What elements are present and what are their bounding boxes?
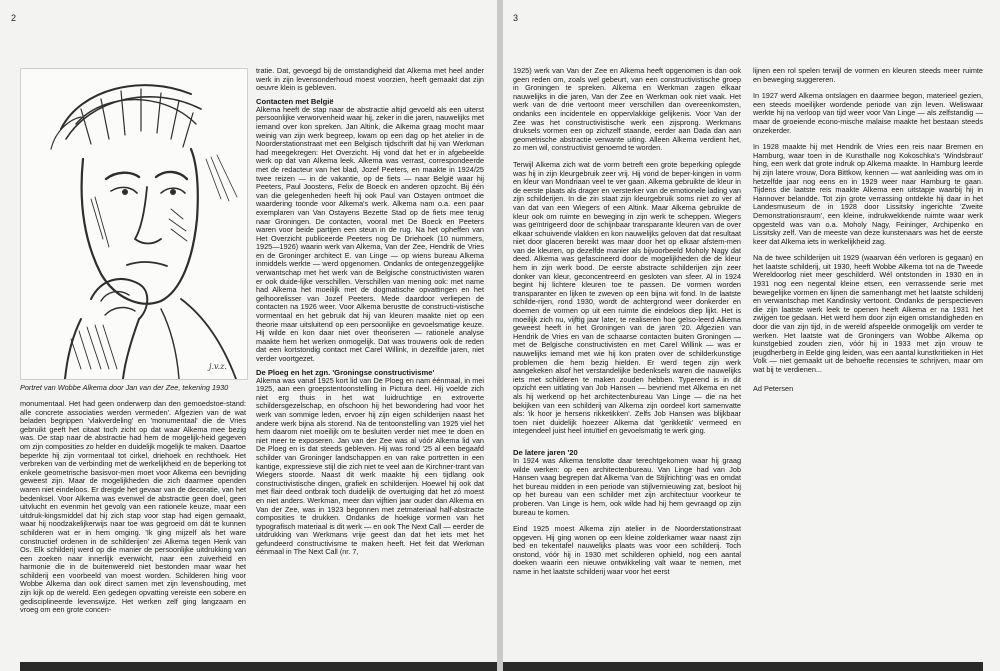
body-paragraph: Terwijl Alkema zich wat de vorm betreft een grote beperking oplegde was hij in zijn kleurgebruik zeer vrij. Hij vond de beper-kingen in vorm en kleur van Mondriaan veel te ver gaan. Alkema gebruikte de kleur in de eerste plaats als drager en versterker van de emotionele lading van zijn schilderijen. In die zin staat zijn kleurgebruik soms niet zo ver af van dat van een Wiegers of een Altink. Maar Alkema gebruikte de kleur ook om ruimte en beweging in zijn werk te scheppen. Wiegers was geïntrigeerd door de schijnbaar transparante kleuren van de over elkaar schuivende vlakken en kon nauwelijks geloven dat dat resultaat niet door glaceren bereikt was maar door het op elkaar afstem-men van de kleuren, op dezelfde manier als bijvoorbeeld Moholy Nagy dat deed. Alkema was gefascineerd door de mogelijkheden die de kleur hem in zijn werk bood. De eerste abstracte schilderijen zijn zeer donker van kleur, geconcentreerd en gesloten van sfeer. Al in 1924 begint hij lichtere kleuren toe te passen. De vormen worden transparanter en lijken te zweven op een bijna wit fond. In de laatste schilde-rijen, rond 1930, wordt de achtergrond weer donkerder en doemen de vormen op uit een ruimte die eindeloos diep lijkt. Het is moeilijk zich nu, vijftig jaar later, te realiseren hoe geïso-leerd Alkema geweest heeft in het Groningen van de jaren '20. Afgezien van Hendrik de Vries en van de schaarse contacten buiten Groningen — met de Belgische constructivisten en met Carel Willink — was er nauwelijks iemand met wie hij kon praten over de schilderkunstige problemen die hem bezig hielden. Er werd tegen zijn werk aangekeken alsof het verstandelijke bedenksels waren die nauwelijks iets met schilderen te maken zouden hebben. Typerend is in dit opzicht een uitlating van Job Hansen — bevriend met Alkema en net als hij werkend op het architectenbureau Van Linge — die na het bekijken van een schilderij van Alkema zijn oordeel kort samenvatte als: 'ik hoor je hersens rikketikken'. Zelfs Job Hansen was blijkbaar toen niet duidelijk hoezeer Alkema dat 'gerikketik' vermeed en integendeel juist heel intuïtief en gevoelsmatig te werk ging.: [513, 159, 741, 436]
left-page: [0, 0, 497, 671]
page-number: 3: [513, 13, 519, 23]
footer-bar: [503, 662, 983, 671]
right-column-1: [513, 67, 741, 577]
page-number: 2: [11, 13, 17, 23]
author-signature: Ad Petersen: [753, 383, 794, 393]
footer-bar: [20, 662, 497, 671]
body-paragraph: Alkema heeft de stap naar de abstractie altijd gevoeld als een uiterst persoonlijke verworvenheid waar hij, zeker in die jaren, nauwelijks met iemand over kon spreken. Jan Altink, die Alkema graag mocht maar weinig van zijn werk begreep, kwam op een dag op het atelier in de Noorderstationstraat met een Belgisch tijdschrift dat hij van Werkman had meegekregen: Het Overzicht. Hij vond dat het er in afgebeelde werk op dat van Alkema leek. Alkema was verrast, correspondeerde met de redacteur van het blad, Jozef Peeters, en maakte in 1924/25 twee reizen — in de vakantie, op de fiets — naar België waar hij Peeters, Paul Joostens, Felix de Boeck en anderen opzocht. Bij één van die gelegenheden heeft hij ook Paul van Ostayen ontmoet die waardering toonde voor Alkema's werk. Alkema nam o.a. een paar exemplaren van Van Ostayens Bezette Stad op de fiets mee terug naar Groningen. De contacten, vooral met De Boeck en Peeters waren voor beide partijen een steun in de rug. Na het opheffen van Het Overzicht publiceerde Peeters nog De Driehoek (10 nummers, 1925—1926) waarin werk van Alkema, Van der Zee, Hendrik de Vries en de Groninger architect E. van Linge — op wiens bureau Alkema inmiddels werkte — werd opgenomen. Ondanks de ontegenzeggelijke verwantschap met het werk van de Belgische constructivisten waren er ook duide-lijke verschillen. Verschillen van mening ook: met name had Alkema het moeilijk met de dogmatische opvattingen en het gelhoorelisser van Jozef Peeters. Mede daardoor verliepen de contacten na 1926 weer. Voor Alkema berustte de constructi-vistische vormentaal en het gebruik dat hij van kleuren maakte niet op een theorie maar uitsluitend op een persoonlijke en gevoelsmatige keuze. Hij wilde en kon daar niet over theoriseren — rationele analyse maakte hem het werken onmogelijk. Dat was trouwens ook de reden dat een kortstondig contact met Carel Willink, in dezelfde jaren, niet verder voortgezet.: [256, 104, 484, 363]
section-heading: Contacten met België: [256, 96, 334, 106]
portrait-caption: Portret van Wobbe Alkema door Jan van der Zee, tekening 1930: [20, 383, 229, 392]
portrait-drawing: [20, 68, 248, 380]
body-paragraph: 1925) werk van Van der Zee en Alkema heeft opgenomen is dan ook geen reden om, zoals wel gebeurt, van een constructivistische groep in Groningen te spreken. Alkema en Werkman zagen elkaar nauwelijks in die jaren, Van der Zee en Werkman ook niet vaak. Het werk van de drie vertoont meer verschillen dan overeenkomsten, ondanks een incidentele en oppervlakkige gelijkenis. Voor Van der Zee was het constructivistische werk een zijsprong. Werkmans druksels vormen een op zichzelf staande, eerder aan Dada dan aan geometrische abstractie verwante uiting. Alleen Alkema verdient het, zo men wil, constructivist genoemd te worden.: [513, 66, 741, 153]
svg-text:j.v.z.: j.v.z.: [209, 362, 227, 371]
body-paragraph: In 1927 werd Alkema ontslagen en daarmee begon, materieel gezien, een steeds moeilijker wordende periode van zijn leven. Weliswaar werkte hij na verloop van tijd weer voor Van Linge — als zelfstandig — maar de groeiende econo-mische malaise maakte het bestaan steeds onzekerder.: [753, 91, 983, 135]
body-paragraph: lijnen een rol spelen terwijl de vormen en kleuren steeds meer ruimte en beweging suggereren.: [753, 66, 983, 84]
section-heading: De latere jaren '20: [513, 447, 578, 457]
body-paragraph: Alkema was vanaf 1925 kort lid van De Ploeg en nam éénmaal, in mei 1925, aan een groepstentoonstelling in Pictura deel. Hij voelde zich niet erg thuis in het wat luidruchtige en extroverte schildersgezelschap, en ofschoon hij het bewondering had voor het werk van sommige leden, ervoer hij zijn eigen schilderijen naast het andere werk bijna als storend. Na de tentoonstelling van 1925 viel het hem daarom niet moeilijk om te besluiten verder niet mee te doen en niet meer te exposeren. Jan van der Zee was al vóór Alkema lid van De Ploeg en is dat steeds gebleven. Hij was rond '25 al een begaafd schilder van Groninger landschappen en van rake portretten in een kantige, expressieve stijl die zich niet te veel aan de Kirchner-trant van Wiegers stoorde. Naast dit werk maakte hij een tijdlang ook constructivistische dingen, grafiek en schilderijen. Hoewel hij ook dat met flair deed ontbrak toch duidelijk de overtuiging dat het zó moest en niet anders. Werkman, meer dan vijftien jaar ouder dan Alkema en Van der Zee, was in 1923 begonnen met zetmateriaal half-abstracte composities te drukken. Ondanks de hoekige vormen van het typografisch materiaal is dit werk — en ook The Next Call — eerder de uitdrukking van Werkmans vrije geest dan dat het iets met het gefundeerd constructivisme te maken heeft. Het feit dat Werkman éénmaal in The Next Call (nr. 7,: [256, 375, 484, 557]
body-paragraph: In 1928 maakte hij met Hendrik de Vries een reis naar Bremen en Hamburg, waar toen in de Kunsthalle nog Kokoschka's 'Windsbraut' hing, een werk dat grote indruk op Alkema maakte. In Hamburg leerde hij zijn latere vrouw, Dora Bittkow, kennen — wat aanleiding was om in hetzelfde jaar nog eens en in 1929 weer naar Hamburg te gaan. Tijdens die laatste reis maakte Alkema een uitstapje waarbij hij in Hannover belandde. Tot zijn grote verrassing ontdekte hij daar in het Landesmuseum de in 1928 door Lissitsky ingerichte 'Zweite Demonstrationsraum', een kleine, indrukwekkende ruimte waar werk opgesteld was van o.a. Moholy Nagy, Feininger, Archipenko en Lissitsky zelf. Van de meeste van deze kunstenaars was het de eerste keer dat Alkema iets in werkelijkheid zag.: [753, 142, 983, 246]
body-paragraph: In 1924 was Alkema tenslotte daar terechtgekomen waar hij graag wilde werken: op een architectenbureau. Van Linge had van Job Hansen vaag begrepen dat Alkema 'van de Stijlrichting' was en omdat het bureau midden in een periode van stijlvernieuwing zat, besloot hij op het bureau van een schilder met zijn architectuur voorkeur te proberen. Van Linge is hem, ook wilde had hij hem gevraagd op zijn bureau te komen.: [513, 455, 741, 517]
body-paragraph: monumentaal. Het had geen onderwerp dan den gemoedstoe-stand: alle concrete associaties werden vermeden'. Afgezien van de wat beladen begrippen 'vlakverdeling' en 'monumentaal' die de Vries gebruikt geeft het citaat toch zicht op dat waar Alkema mee bezig was. De stap naar de abstractie had hem de mogelijk-heid gegeven om zijn composities zo helder en duidelijk mogelijk te maken. Daartoe beperkte hij zijn vormentaal tot cirkel, driehoek en rechthoek. Het verbreken van de verbinding met de werkelijkheid en de beperking tot enkele geometrische basisvor-men moet voor Alkema een bevrijding geweest zijn. Maar de mogelijkheden die zich daarmee openden waren niet eindeloos. Er dreigde het gevaar van de decoratie, van het bedenksel. Voor Alkema was evenwel de abstractie geen doel, geen uitvlucht en evenmin het gevolg van een rationele keuze, maar een uitdruk-kingsmiddel dat hij zich stap voor stap had eigen gemaakt, waar hij noodzakelijkerwijs naar toe was gegroeid om dát te kunnen schilderen wat er in hem omging. 'Ik ging mijzelf als het ware constructief ordenen in de schilderijen' zei Alkema tegen Henk van Os. Elk schilderij werd op die manier de persoonlijke uitdrukking van een zoeken naar innerlijk evenwicht, naar een zuiverheid en harmonie die in de buitenwereld niet bestonden maar waar het schilderij een voorbeeld van moest worden. Schilderen hing voor Wobbe Alkema dan ook direct samen met zijn levenshouding, met zijn kijk op de wereld. Een gedegen opvatting vereiste een sobere en gedisciplineerde levenswijze. Het werken zelf ging langzaam en vroeg om een grote concen-: [20, 399, 246, 615]
right-column-2: [753, 67, 983, 393]
body-paragraph: Eind 1925 moest Alkema zijn atelier in de Noorderstationstraat opgeven. Hij ging wonen op een kleine zolderkamer waar naast zijn bed en tekentafel nauwelijks plaats was voor een schilderij. Toch onstond, vóór hij in 1930 met schilderen ophield, nog een aantal doeken waarin een nieuwe ontwikkeling valt waar te nemen, met name in het laatste schilderij waar voor het eerst: [513, 524, 741, 577]
right-page: [503, 0, 1000, 671]
body-paragraph: tratie. Dat, gevoegd bij de omstandigheid dat Alkema met heel ander werk in zijn levensonderhoud moest voorzien, heeft gemaakt dat zijn oeuvre klein is gebleven.: [256, 66, 484, 93]
section-heading: De Ploeg en het zgn. 'Groningse constructivisme': [256, 367, 435, 377]
left-column-1: [20, 400, 246, 615]
body-paragraph: Na de twee schilderijen uit 1929 (waarvan één verloren is gegaan) en het laatste schilderij, uit 1930, heeft Wobbe Alkema tot na de Tweede Wereldoorlog niet meer geschilderd. Wél ontstonden in 1930 en in 1931 nog een negental kleine etsen, een verrassende serie met bewegelijke vormen en lijnen die samenhangt met het laatste schilderij en verwantschap met Kandinsky vertoont. Ondanks de perspectieven die zijn laatste werk leek te openen heeft Alkema er na 1931 het zwijgen toe gedaan. Het werd hem door zijn eigen omstandigheden en door die van zijn tijd, in de wereld afspeelde onmogelijk om verder te werken. Het laatste wat de Groningers van Wobbe Alkema op kunstgebied zouden zien, vóór hij in 1933 met zijn vrouw te jeugdherberg in Eelde ging leiden, was een aantal kunstkritieken in Het Volk — niet gemaakt uit de behoefte recensies te schrijven, maar om wat bij te verdienen...: [753, 253, 983, 374]
left-column-2: [256, 67, 484, 557]
